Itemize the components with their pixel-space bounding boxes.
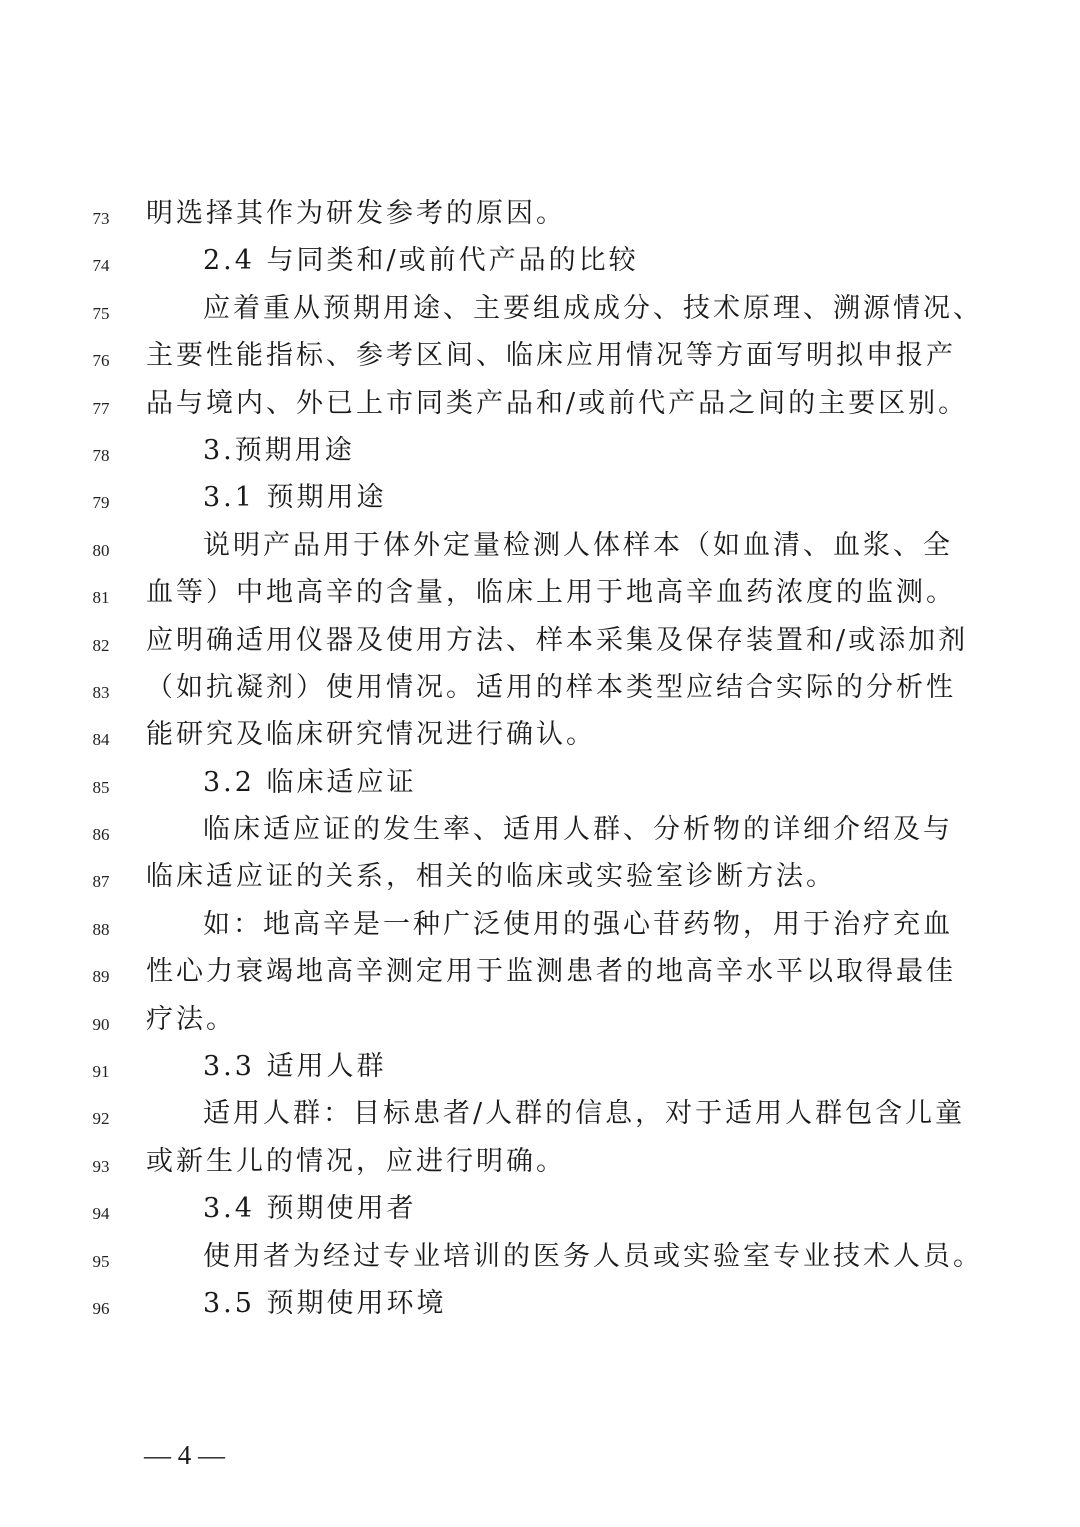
text-line bbox=[0, 571, 1080, 618]
line-text: 3.1 预期用途 bbox=[203, 482, 387, 514]
line-number: 74 bbox=[92, 256, 110, 276]
line-text: 使用者为经过专业培训的医务人员或实验室专业技术人员。 bbox=[203, 1240, 983, 1272]
text-line bbox=[0, 998, 1080, 1045]
line-number: 75 bbox=[92, 303, 110, 323]
line-text: 适用人群：目标患者/人群的信息，对于适用人群包含儿童 bbox=[203, 1098, 966, 1130]
text-line bbox=[0, 713, 1080, 760]
text-line bbox=[0, 1140, 1080, 1187]
text-line bbox=[0, 950, 1080, 997]
line-text: 或新生儿的情况，应进行明确。 bbox=[146, 1145, 566, 1177]
line-number: 77 bbox=[92, 398, 110, 418]
text-line bbox=[0, 1235, 1080, 1282]
text-line bbox=[0, 619, 1080, 666]
line-text: 临床适应证的发生率、适用人群、分析物的详细介绍及与 bbox=[203, 814, 953, 846]
line-number: 86 bbox=[92, 825, 110, 845]
text-line bbox=[0, 666, 1080, 713]
text-line bbox=[0, 1187, 1080, 1234]
line-text: 2.4 与同类和/或前代产品的比较 bbox=[203, 245, 639, 277]
line-text: 临床适应证的关系，相关的临床或实验室诊断方法。 bbox=[146, 861, 836, 893]
text-line bbox=[0, 808, 1080, 855]
text-line bbox=[0, 429, 1080, 476]
line-text: 应明确适用仪器及使用方法、样本采集及保存装置和/或添加剂 bbox=[146, 624, 969, 656]
line-text: 疗法。 bbox=[146, 1003, 236, 1035]
text-line bbox=[0, 476, 1080, 523]
line-number: 76 bbox=[92, 351, 110, 371]
text-line bbox=[0, 239, 1080, 286]
line-number: 94 bbox=[92, 1204, 110, 1224]
line-text: 品与境内、外已上市同类产品和/或前代产品之间的主要区别。 bbox=[146, 387, 969, 419]
line-text: 主要性能指标、参考区间、临床应用情况等方面写明拟申报产 bbox=[146, 340, 956, 372]
line-number: 82 bbox=[92, 635, 110, 655]
line-number: 96 bbox=[92, 1298, 110, 1318]
line-text: 明选择其作为研发参考的原因。 bbox=[146, 198, 566, 229]
text-line bbox=[0, 524, 1080, 571]
line-number: 80 bbox=[92, 540, 110, 560]
line-number: 84 bbox=[92, 730, 110, 750]
text-line bbox=[0, 382, 1080, 429]
text-line bbox=[0, 761, 1080, 808]
line-number: 93 bbox=[92, 1156, 110, 1176]
line-number: 88 bbox=[92, 919, 110, 939]
text-line bbox=[0, 1092, 1080, 1139]
text-line bbox=[0, 192, 1080, 239]
line-number: 85 bbox=[92, 777, 110, 797]
line-text: 性心力衰竭地高辛测定用于监测患者的地高辛水平以取得最佳 bbox=[146, 956, 956, 988]
line-number: 95 bbox=[92, 1251, 110, 1271]
line-number: 83 bbox=[92, 682, 110, 702]
line-text: 血等）中地高辛的含量，临床上用于地高辛血药浓度的监测。 bbox=[146, 577, 956, 609]
text-line bbox=[0, 1282, 1080, 1329]
text-body bbox=[0, 192, 1080, 1329]
line-text: 3.2 临床适应证 bbox=[203, 766, 417, 798]
line-text: 说明产品用于体外定量检测人体样本（如血清、血浆、全 bbox=[203, 529, 953, 561]
line-text: 能研究及临床研究情况进行确认。 bbox=[146, 719, 596, 751]
text-line bbox=[0, 334, 1080, 381]
line-number: 73 bbox=[92, 209, 110, 228]
line-number: 81 bbox=[92, 588, 110, 608]
line-text: （如抗凝剂）使用情况。适用的样本类型应结合实际的分析性 bbox=[146, 671, 956, 703]
line-number: 79 bbox=[92, 493, 110, 513]
line-number: 91 bbox=[92, 1062, 110, 1082]
line-text: 3.4 预期使用者 bbox=[203, 1193, 417, 1225]
line-text: 3.3 适用人群 bbox=[203, 1051, 387, 1083]
line-number: 78 bbox=[92, 445, 110, 465]
text-line bbox=[0, 855, 1080, 902]
line-text: 3.5 预期使用环境 bbox=[203, 1287, 447, 1319]
text-line bbox=[0, 287, 1080, 334]
line-text: 3.预期用途 bbox=[203, 434, 355, 466]
line-number: 92 bbox=[92, 1109, 110, 1129]
line-text: 应着重从预期用途、主要组成成分、技术原理、溯源情况、 bbox=[203, 292, 983, 324]
line-number: 87 bbox=[92, 872, 110, 892]
text-line bbox=[0, 903, 1080, 950]
text-line bbox=[0, 1045, 1080, 1092]
page-number: — 4 — bbox=[144, 1440, 225, 1470]
line-text: 如：地高辛是一种广泛使用的强心苷药物，用于治疗充血 bbox=[203, 908, 953, 940]
line-number: 89 bbox=[92, 967, 110, 987]
line-number: 90 bbox=[92, 1014, 110, 1034]
